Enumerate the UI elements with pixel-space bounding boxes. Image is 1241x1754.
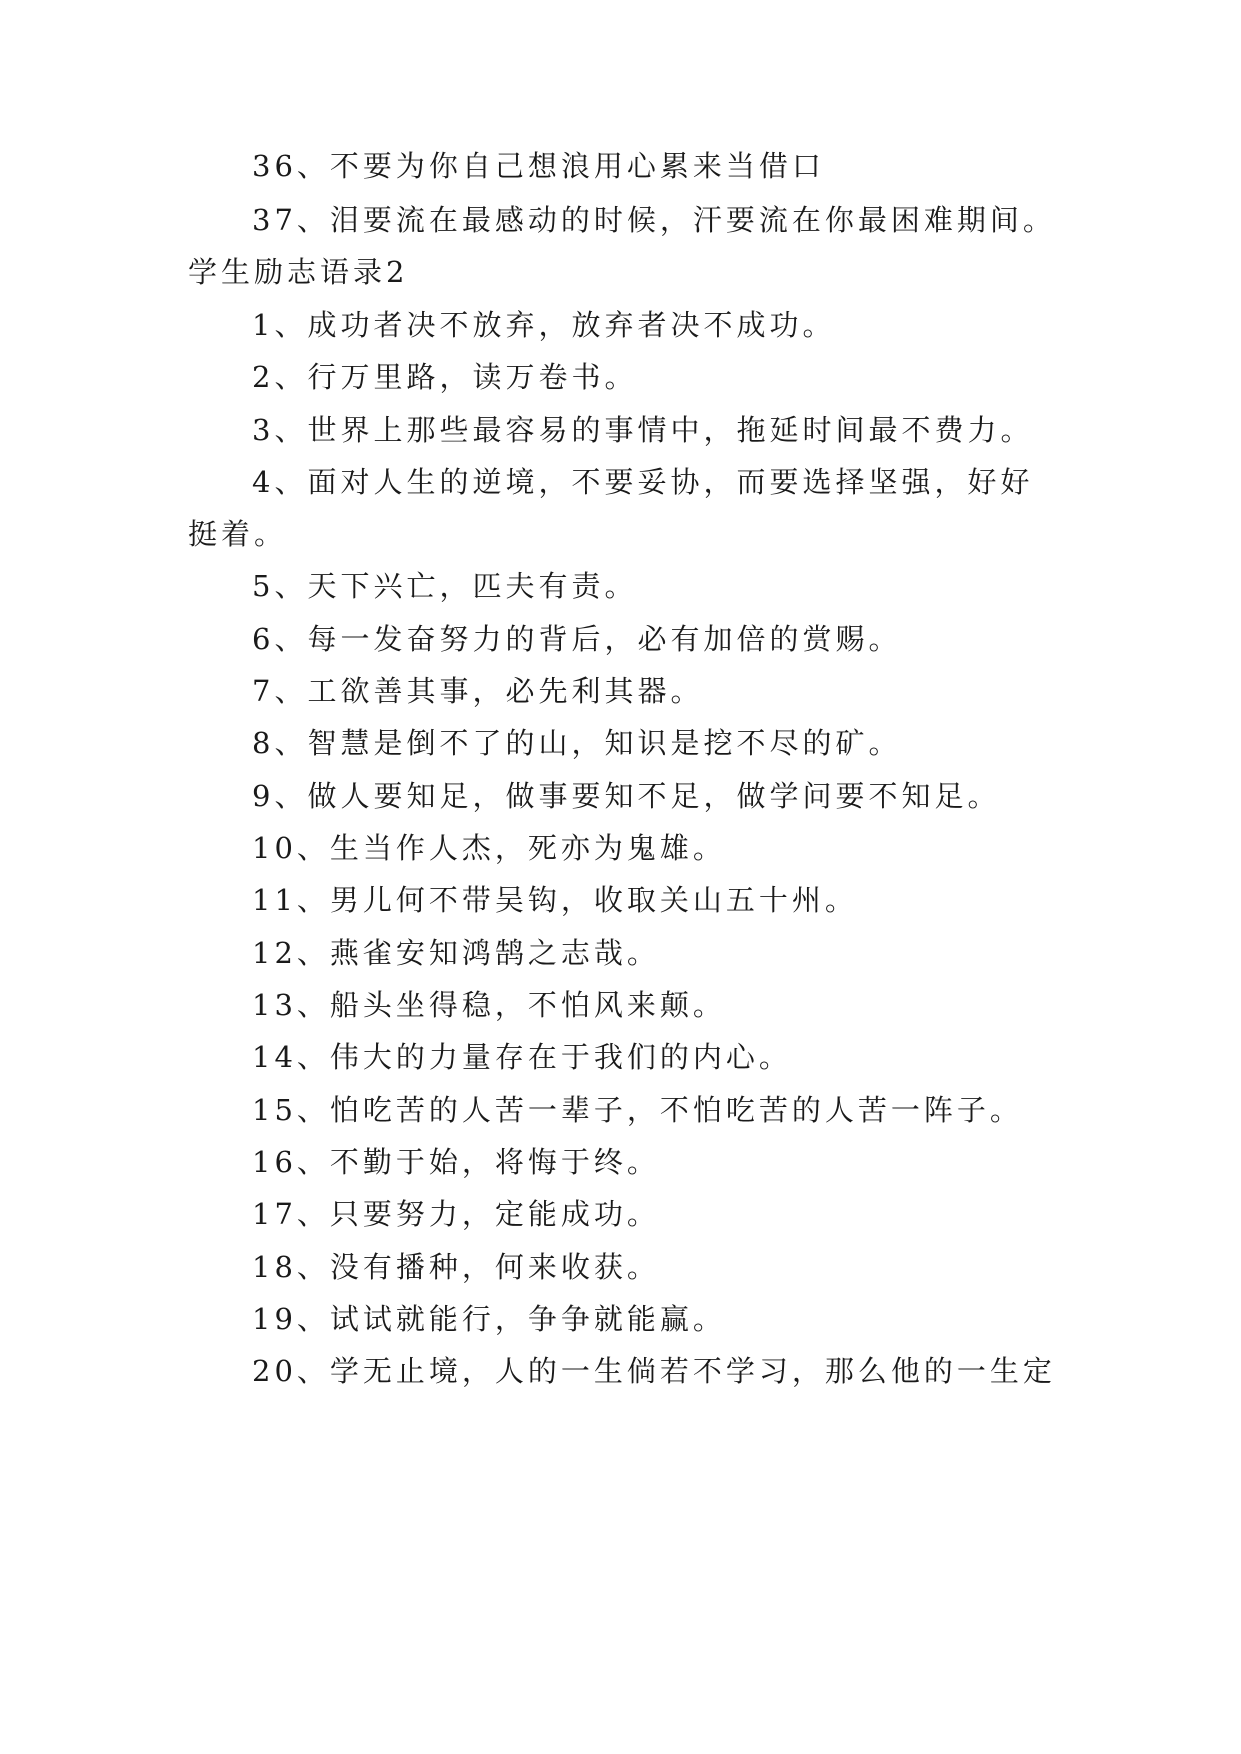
text-line: 6、每一发奋努力的背后，必有加倍的赏赐。	[252, 622, 902, 656]
text-line: 13、船头坐得稳，不怕风来颠。	[252, 988, 726, 1022]
text-line: 18、没有播种，何来收获。	[252, 1250, 660, 1284]
text-line: 36、不要为你自己想浪用心累来当借口	[252, 149, 825, 183]
text-line: 12、燕雀安知鸿鹄之志哉。	[252, 936, 660, 970]
text-line: 4、面对人生的逆境，不要妥协，而要选择坚强，好好	[252, 465, 1034, 499]
text-line: 1、成功者决不放弃，放弃者决不成功。	[252, 308, 836, 342]
text-line: 5、天下兴亡，匹夫有责。	[252, 569, 638, 603]
text-line: 17、只要努力，定能成功。	[252, 1197, 660, 1231]
text-line: 10、生当作人杰，死亦为鬼雄。	[252, 831, 726, 865]
text-line: 9、做人要知足，做事要知不足，做学问要不知足。	[252, 779, 1001, 813]
text-line: 7、工欲善其事，必先利其器。	[252, 674, 704, 708]
section-heading: 学生励志语录2	[188, 255, 409, 289]
text-line: 16、不勤于始，将悔于终。	[252, 1145, 660, 1179]
text-line: 20、学无止境，人的一生倘若不学习，那么他的一生定	[252, 1354, 1056, 1388]
text-line: 3、世界上那些最容易的事情中，拖延时间最不费力。	[252, 413, 1034, 447]
text-line: 2、行万里路，读万卷书。	[252, 360, 638, 394]
text-line: 14、伟大的力量存在于我们的内心。	[252, 1040, 792, 1074]
text-line: 8、智慧是倒不了的山，知识是挖不尽的矿。	[252, 726, 902, 760]
text-line: 37、泪要流在最感动的时候，汗要流在你最困难期间。	[252, 203, 1056, 237]
text-line: 挺着。	[188, 517, 288, 551]
text-line: 11、男儿何不带吴钩，收取关山五十州。	[252, 883, 858, 917]
text-line: 19、试试就能行，争争就能赢。	[252, 1302, 726, 1336]
text-line: 15、怕吃苦的人苦一辈子，不怕吃苦的人苦一阵子。	[252, 1093, 1023, 1127]
